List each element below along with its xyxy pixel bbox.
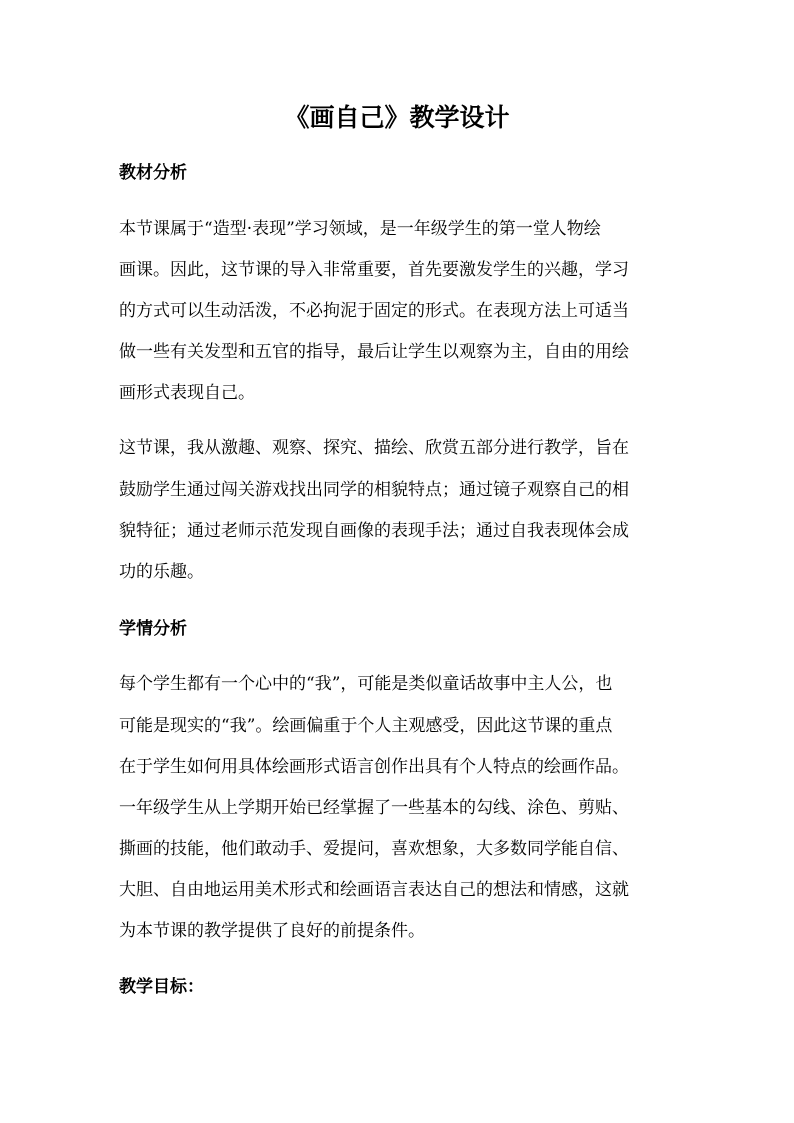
section-heading-textbook-analysis: 教材分析 xyxy=(119,163,187,183)
paragraph-line: 的方式可以生动活泼，不必拘泥于固定的形式。在表现方法上可适当 xyxy=(119,301,629,321)
paragraph-line: 为本节课的教学提供了良好的前提条件。 xyxy=(119,921,425,941)
paragraph-line: 功的乐趣。 xyxy=(119,562,204,582)
paragraph-line: 可能是现实的“我”。绘画偏重于个人主观感受，因此这节课的重点 xyxy=(119,716,613,736)
paragraph-line: 大胆、自由地运用美术形式和绘画语言表达自己的想法和情感，这就 xyxy=(119,880,629,900)
document-title: 《画自己》教学设计 xyxy=(284,103,510,132)
paragraph-line: 貌特征；通过老师示范发现自画像的表现手法；通过自我表现体会成 xyxy=(119,521,629,541)
paragraph-line: 画课。因此，这节课的导入非常重要，首先要激发学生的兴趣，学习 xyxy=(119,260,629,280)
paragraph-line: 一年级学生从上学期开始已经掌握了一些基本的勾线、涂色、剪贴、 xyxy=(119,798,629,818)
paragraph-line: 这节课，我从激趣、观察、探究、描绘、欣赏五部分进行教学，旨在 xyxy=(119,438,629,458)
paragraph-line: 撕画的技能，他们敢动手、爱提问，喜欢想象，大多数同学能自信、 xyxy=(119,839,629,859)
paragraph-line: 本节课属于“造型·表现”学习领域，是一年级学生的第一堂人物绘 xyxy=(119,219,601,239)
paragraph-line: 在于学生如何用具体绘画形式语言创作出具有个人特点的绘画作品。 xyxy=(119,757,629,777)
paragraph-line: 画形式表现自己。 xyxy=(119,383,255,403)
section-heading-learner-analysis: 学情分析 xyxy=(119,619,187,639)
section-heading-teaching-objectives: 教学目标： xyxy=(119,977,204,997)
paragraph-line: 鼓励学生通过闯关游戏找出同学的相貌特点；通过镜子观察自己的相 xyxy=(119,480,629,500)
paragraph-line: 做一些有关发型和五官的指导，最后让学生以观察为主，自由的用绘 xyxy=(119,342,629,362)
paragraph-line: 每个学生都有一个心中的“我”，可能是类似童话故事中主人公，也 xyxy=(119,674,613,694)
